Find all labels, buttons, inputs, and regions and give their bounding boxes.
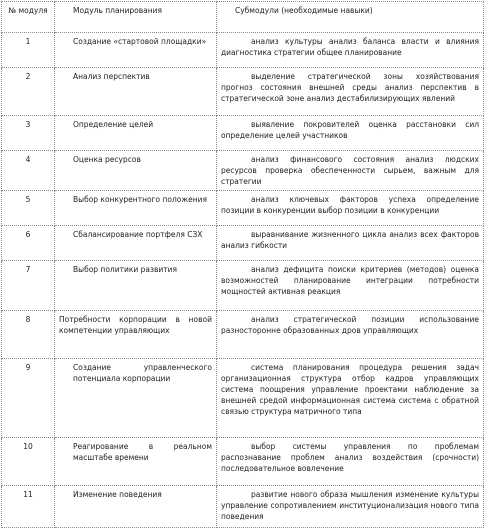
row-module: Определение целей <box>55 116 217 151</box>
table-row <box>2 311 484 359</box>
table-row <box>2 33 484 68</box>
table-row <box>2 226 484 261</box>
row-module: Анализ перспектив <box>55 68 217 116</box>
row-submodules: анализ ключевых факторов успеха определение позиции в конкуренции выбор позиции в конкуренции <box>217 191 484 226</box>
row-module: Изменение поведения <box>55 486 217 528</box>
row-number: 4 <box>2 151 55 191</box>
header-submodules: Субмодули (необходимые навыки) <box>217 2 484 33</box>
table-row <box>2 191 484 226</box>
row-number: 8 <box>2 311 55 359</box>
table-row <box>2 486 484 528</box>
row-number: 9 <box>2 359 55 438</box>
row-number: 3 <box>2 116 55 151</box>
row-module: Выбор конкурентного положения <box>55 191 217 226</box>
row-number: 11 <box>2 486 55 528</box>
table-header-row <box>2 2 484 33</box>
header-planning-module: Модуль планирования <box>55 2 217 33</box>
row-number: 6 <box>2 226 55 261</box>
row-submodules: анализ финансового состояния анализ людских ресурсов проверка обеспеченности сырьем, важным для стратегии <box>217 151 484 191</box>
row-submodules: выявление покровителей оценка расстановки сил определение целей участников <box>217 116 484 151</box>
row-module: Реагирование в реальном масштабе времени <box>55 438 217 486</box>
row-submodules: выбор системы управления по проблемам распознавание проблем анализ воздействия (срочности) последовательное вовлечение <box>217 438 484 486</box>
row-submodules: анализ дефицита поиски критериев (методов) оценка возможностей планирование интеграции потребности мощностей активная реакция <box>217 261 484 311</box>
row-module: Оценка ресурсов <box>55 151 217 191</box>
row-module: Сбалансирование портфеля СЗХ <box>55 226 217 261</box>
row-number: 1 <box>2 33 55 68</box>
row-module: Выбор политики развития <box>55 261 217 311</box>
table-row <box>2 438 484 486</box>
row-number: 7 <box>2 261 55 311</box>
planning-modules-table <box>1 1 484 528</box>
row-module: Создание «стартовой площадки» <box>55 33 217 68</box>
row-submodules: анализ стратегической позиции использование разносторонне образованных дров управляющих <box>217 311 484 359</box>
header-module-number: № модуля <box>2 2 55 33</box>
row-number: 10 <box>2 438 55 486</box>
row-number: 2 <box>2 68 55 116</box>
row-submodules: развитие нового образа мышления изменение культуры управление сопротивлением институционализация нового типа поведения <box>217 486 484 528</box>
table-row <box>2 151 484 191</box>
row-submodules: выравнивание жизненного цикла анализ всех факторов анализ гибкости <box>217 226 484 261</box>
table-row <box>2 261 484 311</box>
table-row <box>2 68 484 116</box>
table-row <box>2 359 484 438</box>
row-submodules: система планирования процедура решения задач организационная структура отбор кадров управляющих система поощрения управление проектами наблюдение за внешней средой информационная система система с обратной связью структура матричного типа <box>217 359 484 438</box>
row-module: Создание управленческого потенциала корпорации <box>55 359 217 438</box>
row-number: 5 <box>2 191 55 226</box>
row-module: Потребности корпорации в новой компетенции управляющих <box>55 311 217 359</box>
table-row <box>2 116 484 151</box>
row-submodules: анализ культуры анализ баланса власти и влияния диагностика стратегии общее планирование <box>217 33 484 68</box>
row-submodules: выделение стратегической зоны хозяйствования прогноз состояния внешней среды анализ перспектив в стратегической зоне анализ дестабилизирующих явлений <box>217 68 484 116</box>
